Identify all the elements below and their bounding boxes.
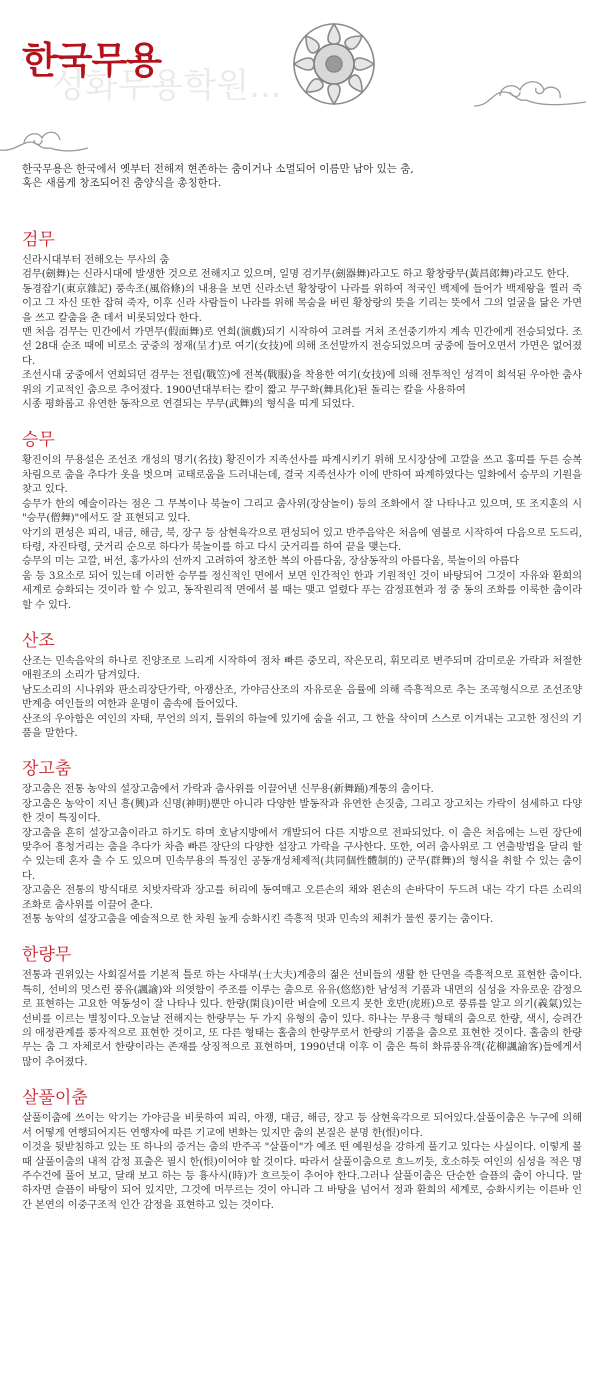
paragraph: 맨 처음 검무는 민간에서 가면무(假面舞)로 연희(演戲)되기 시작하여 고려를 거쳐 조선중기까지 계속 민간에게 전승되었다. 조선 28대 순조 때에 비로소 궁중의 정재(呈才)로 여기(女技)에 의해 조선말까지 전승되었으며 궁중에 들어오면서 가면은 없어졌다.	[22, 326, 582, 367]
section-seungmu	[22, 428, 582, 611]
section-title: 살풀이춤	[22, 1088, 88, 1109]
dance-sections	[22, 228, 582, 1212]
intro-line: 한국무용은 한국에서 옛부터 전해져 현존하는 춤이거나 소멸되어 이름만 남아 있는 춤,	[22, 163, 414, 175]
paragraph: 승무가 한의 예술이라는 점은 그 무복이나 북놀이 그리고 춤사위(장삼놀이) 등의 조화에서 잘 나타나고 있으며, 또 조지훈의 시 "승무(僧舞)"에서도 잘 표현되고 있다.	[22, 497, 582, 525]
section-body	[22, 968, 582, 1069]
section-geommu	[22, 228, 582, 411]
paragraph: 장고춤은 전통의 방식대로 치밧자락과 장고를 허리에 동여매고 오른손의 채와 왼손의 손바닥이 두드려 내는 각기 다른 소리의 조화로 춤사위를 이끌어 춘다.	[22, 884, 582, 911]
paragraph: 이것을 뒷받침하고 있는 또 하나의 증거는 춤의 반주곡 "살풀이"가 예조 떤 예원성을 강하게 풀기고 있다는 사실이다. 이렇게 볼 때 살풀이춤의 내적 감정 표출은 필시 한(恨)이어야 할 것이다. 따라서 살풀이춤으로 흐느끼듯, 호소하듯 여인의 심성을 적은 명주수건에 풀어 보고, 달래 보고 하는 등 흉사시(時)가 흐르듯이 추어야 한다.그러나 살풀이춤은 단순한 슬픔의 춤이 아니다. 말하자면 슬픔이 바탕이 되어 있지만, 그것에 머무르는 것이 아니라 그 바탕을 넘어서 정과 환희의 세계로, 승화시키는 이른바 인간 본연의 이중구조적 인간 감정을 표현하고 있는 것이다.	[22, 1141, 582, 1211]
paragraph: 악기의 편성은 피리, 내금, 해금, 북, 장구 등 삼현육각으로 편성되어 있고 반주음악은 처음에 염불로 시작하여 다음으로 도드리, 타령, 자진타령, 굿거리 순으로 하다가 북놀이를 하고 다시 굿거리를 하여 끝을 맺는다.	[22, 526, 582, 553]
section-title: 검무	[22, 230, 55, 250]
flower-ornament-icon	[286, 16, 382, 112]
paragraph: 조선시대 궁중에서 연희되던 검무는 전립(戰笠)에 전복(戰服)을 착용한 여기(女技)에 의해 전투적인 성격이 희석된 우아한 춤사위의 기교적인 춤으로 추어졌다. 1900년대부터는 칼이 짧고 무구화(舞具化)된 돌리는 칼을 사용하여	[22, 369, 582, 396]
page-header	[0, 0, 600, 160]
paragraph: 신라시대부터 전해오는 무사의 춤	[22, 254, 170, 266]
section-body	[22, 782, 582, 926]
section-title: 승무	[22, 430, 55, 451]
academy-watermark: 성화무용학원...	[52, 66, 282, 106]
paragraph: 살풀이춤에 쓰이는 악기는 가야금을 비롯하여 피리, 아쟁, 대금, 해금, 장고 등 삼현육각으로 되어있다.살풀이춤은 누구에 의해서 어떻게 연행되어지든 연행자에 따른 기교에 변화는 있지만 춤의 본질은 분명 한(恨)이다.	[22, 1112, 582, 1139]
paragraph: 남도소리의 시나위와 판소리장단가락, 아쟁산조, 가야금산조의 자유로운 음률에 의해 즉흥적으로 추는 조곡형식으로 조선조양반계층 여인들의 여한과 운명이 춤속에 들어있다.	[22, 683, 582, 711]
paragraph: 움 등 3요소로 되어 있는데 이러한 승무를 정신적인 면에서 보면 인간적인 한과 기원적인 것이 바탕되어 그것이 자유와 환희의 세계로 승화되는 것이라 할 수 있고, 동작원리적 면에서 볼 때는 맺고 얼렸다 푸는 감정표현과 정 중 동의 조화를 이룩한 춤이라 할 수 있다.	[22, 569, 582, 611]
section-title: 장고춤	[22, 759, 72, 780]
paragraph: 승무의 미는 고깔, 버선, 홍가사의 선까지 고려하여 창조한 복의 아름다움, 장삼동작의 아름다움, 북놀이의 아름다	[22, 555, 520, 568]
section-salpurichum	[22, 1086, 582, 1212]
paragraph: 황진이의 무용설은 조선조 개성의 명기(名技) 황진이가 지족선사를 파계시키기 위해 모시장삼에 고깔을 쓰고 홍띠를 두른 승복차림으로 춤을 추다가 옷을 벗으며 교태로움을 드러내는데, 결국 지족선사가 이에 반하여 파계하였다는 일화에서 승무의 기원을 찾고 있다.	[22, 454, 582, 496]
section-title: 산조	[22, 630, 55, 651]
paragraph: 산조의 우아함은 여인의 자태, 무언의 의지, 틀위의 하늘에 있기에 숨을 쉬고, 그 한을 삭이며 스스로 이겨내는 고고한 정신의 기품을 말한다.	[22, 712, 582, 739]
intro-text	[22, 162, 582, 190]
paragraph: 장고춤은 농악이 지닌 흥(興)과 신명(神明)뿐만 아니라 다양한 발동작과 유연한 손짓춤, 그리고 장고치는 가락이 섬세하고 다양한 것이 특징이다.	[22, 797, 582, 825]
paragraph: 동경잡기(東京雜記) 풍속조(風俗條)의 내용을 보면 신라소년 황창랑이 나라를 위하여 적국인 백제에 들어가 백제왕을 찔러 죽이고 그 자신 또한 잡혀 죽자, 이후 신라 사람들이 나라를 위해 목숨을 버린 황창랑의 뜻을 기리는 뜻에서 그의 얼굴을 닮은 가면을 쓰고 칼춤을 춘 데서 비롯되었다 한다.	[22, 282, 582, 324]
paragraph: 산조는 민속음악의 하나로 진양조로 느리게 시작하여 점차 빠른 중모리, 작은모리, 휘모리로 변주되며 감미로운 가락과 처절한 애원조의 소리가 담겨있다.	[22, 654, 582, 682]
paragraph: 검무(劍舞)는 신라시대에 발생한 것으로 전해지고 있으며, 일명 검기무(劍器舞)라고도 하고 황창랑무(黃昌郎舞)라고도 한다.	[22, 268, 570, 281]
paragraph: 전통과 권위있는 사회질서를 기본적 틀로 하는 사대부(士大夫)계층의 젊은 선비들의 생활 한 단면을 즉흥적으로 표현한 춤이다. 특히, 선비의 멋스런 풍유(諷諭)와 의엿함이 주조를 이루는 춤으로 유유(悠悠)한 남성적 기품과 내면의 심성을 자유로운 감정으로 표현하는 고요한 역동성이 잘 나타나 있다. 한량(閑良)이란 벼슬에 오르지 못한 호반(虎班)으로 풍류를 알고 의기(義氣)있는 선비를 이르는 별칭이다.오늘날 전해지는 한량무는 두 가지 유형의 춤이 있다. 하나는 무용극 형태의 춤으로 한량, 색시, 승려간의 애정관계를 풍자적으로 표현한 것이고, 또 다른 형태는 홀춤의 한량무로서 한량의 기품을 춤으로 표현한 것이다. 홀춤의 한량무는 춤 그 자체로서 한량이라는 존재를 상징적으로 표현하며, 1990년대 이후 이 춤은 특히 화류풍유객(花柳諷諭客)들에게서 많이 추어졌다.	[22, 969, 582, 1068]
paragraph: 장고춤은 전통 농악의 설장고춤에서 가락과 춤사위를 이끌어낸 신무용(新舞踊)계통의 춤이다.	[22, 783, 434, 796]
section-hallyangmu	[22, 943, 582, 1069]
section-body	[22, 253, 582, 411]
section-title: 한량무	[22, 945, 72, 966]
section-sanjo	[22, 629, 582, 740]
section-body	[22, 654, 582, 740]
page-title: 한국무용	[22, 39, 161, 82]
section-body	[22, 1111, 582, 1212]
paragraph: 시종 평화롭고 유연한 동작으로 연결되는 무무(武舞)의 형식을 띠게 되었다.	[22, 398, 355, 411]
paragraph: 전통 농악의 설장고춤을 예술적으로 한 차원 높게 승화시킨 즉흥적 멋과 민속의 체취가 물씬 풍기는 춤이다.	[22, 913, 494, 926]
cloud-ornament-icon	[0, 120, 90, 160]
section-body	[22, 453, 582, 611]
cloud-ornament-icon	[470, 66, 590, 116]
intro-line: 혹은 새롭게 창조되어진 춤양식을 총칭한다.	[22, 177, 222, 189]
section-janggochum	[22, 757, 582, 926]
paragraph: 장고춤을 흔히 설장고춤이라고 하기도 하며 호남지방에서 개발되어 다른 지방으로 전파되었다. 이 춤은 처음에는 느린 장단에 맞추어 흥청거리는 춤을 추다가 차츰 빠른 장단의 다양한 설장고 가락을 구사한다. 또한, 여러 춤사위로 그 연출방법을 달리 할 수 있는데 혼자 출 수 도 있으며 민속무용의 특징인 공동개성체제적(共同個性體制的) 군무(群舞)의 형식을 취할 수 있는 춤이다.	[22, 826, 582, 882]
